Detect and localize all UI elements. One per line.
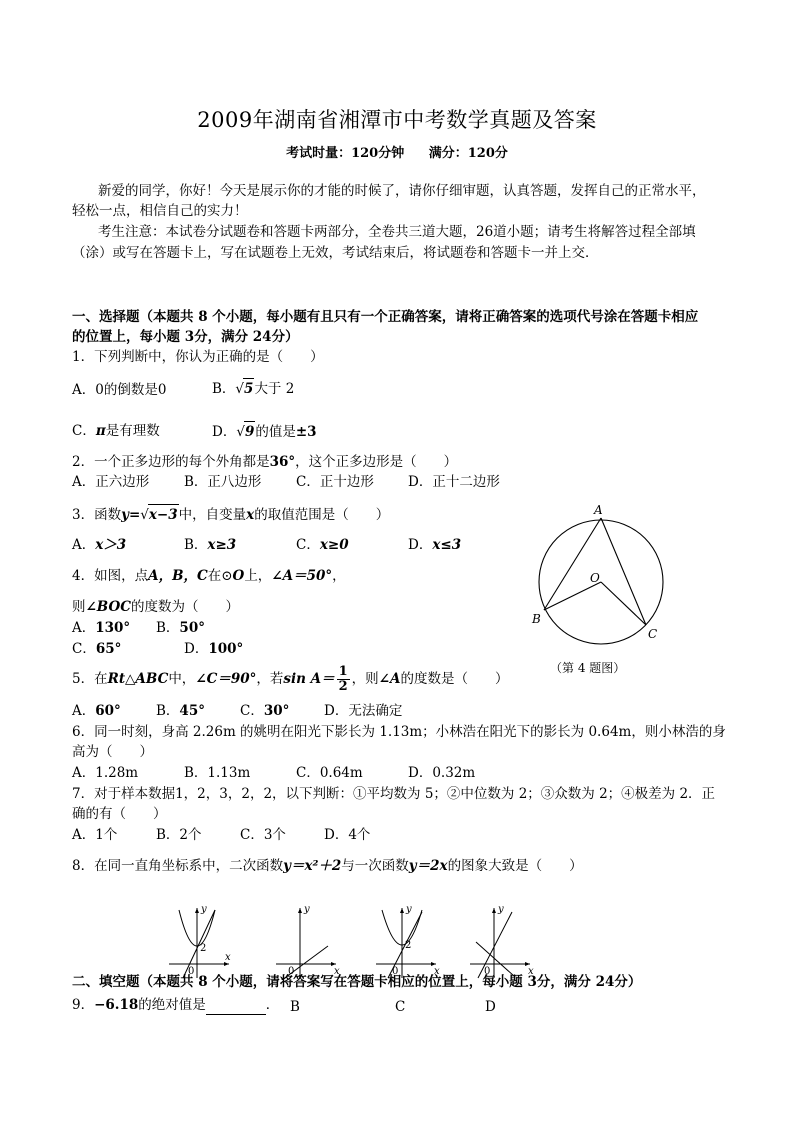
q7-line2: 确的有（ ） xyxy=(72,806,167,822)
q1-option-b xyxy=(212,378,294,399)
q4-stem-p3: 上， xyxy=(244,568,272,584)
q4-line2-p2: 的度数为（ ） xyxy=(130,599,239,615)
q4-c-value: 65° xyxy=(95,641,122,657)
q9-stem-p1: 9． xyxy=(72,997,95,1013)
intercept-label: 2 xyxy=(200,943,207,954)
q7-option-c: C．3个 xyxy=(240,827,286,843)
full-score: 满分：120分 xyxy=(428,146,508,161)
q2-angle: 36° xyxy=(269,454,296,470)
q5-a-value: 60° xyxy=(95,703,121,719)
notice-line1: 考生注意：本试卷分试题卷和答题卡两部分，全卷共三道大题，26道小题；请考生将解答过程全部填 xyxy=(98,224,696,240)
q3-a-label: A． xyxy=(72,537,96,553)
q7-option-a: A．1个 xyxy=(72,827,118,843)
q5-stem-p1: 5．在 xyxy=(72,671,108,687)
x-axis-label: x xyxy=(434,966,440,977)
q1-stem: 1．下列判断中，你认为正确的是（ ） xyxy=(72,349,324,365)
q5-stem-p3: ，若 xyxy=(256,671,284,687)
q1-b-text: 大于 2 xyxy=(254,381,295,397)
q4-d-label: D． xyxy=(184,641,209,657)
q3-fn-eq: = xyxy=(128,507,141,523)
q3-d-label: D． xyxy=(408,537,433,553)
q9-stem-p3: ． xyxy=(265,997,280,1013)
q4-label-b: B xyxy=(532,612,541,626)
q5-stem xyxy=(72,665,508,694)
q1-b-label: B． xyxy=(212,381,236,397)
exam-time: 考试时量：120分钟 xyxy=(286,146,405,161)
y-axis-label: y xyxy=(304,904,310,915)
q4-stem-p1: 4．如图，点 xyxy=(72,568,149,584)
q5-stem-p2: 中， xyxy=(168,671,196,687)
q4-caption: （第 4 题图） xyxy=(550,661,626,675)
q8-quadratic: y＝x²＋2 xyxy=(283,858,342,874)
q3-fn-y: y xyxy=(121,507,129,523)
q5-b-label: B． xyxy=(156,703,180,719)
q3-stem-mid: 中，自变量 xyxy=(178,507,247,523)
q5-stem-p4: ，则 xyxy=(351,671,379,687)
q2-option-a: A．正六边形 xyxy=(72,474,150,490)
q9-answer-blank[interactable] xyxy=(206,1000,266,1015)
circle-symbol: ⊙ xyxy=(221,568,233,584)
section2-heading: 二、填空题（本题共 8 个小题，请将答案写在答题卡相应的位置上，每小题 3分，满分 24分） xyxy=(72,974,642,990)
q8-stem-p2: 与一次函数 xyxy=(341,858,409,874)
q1-option-c xyxy=(72,421,160,441)
q3-b-value: x≥3 xyxy=(207,537,237,553)
q1-c-text: 是有理数 xyxy=(105,423,160,439)
q2-option-c: C．正十边形 xyxy=(296,474,374,490)
exam-info xyxy=(0,142,794,161)
q4-line2-p1: 则 xyxy=(72,599,86,615)
q2-option-d: D．正十二边形 xyxy=(408,474,500,490)
q5-option-c xyxy=(240,701,289,721)
y-axis-arrow xyxy=(195,908,199,913)
q4-a-value: 130° xyxy=(95,620,131,636)
intercept-label: 2 xyxy=(405,940,412,951)
q5-option-a xyxy=(72,701,121,721)
q7-line1: 7．对于样本数据1，2，3，2，2，以下判断：①平均数为 5；②中位数为 2；③众数为 2；④极差为 2．正 xyxy=(72,786,716,802)
q9-number: −6.18 xyxy=(94,997,139,1013)
greeting-line2: 轻松一点，相信自己的实力！ xyxy=(72,203,248,219)
q8-linear: y＝2x xyxy=(408,858,448,874)
q8-option-label-c: C xyxy=(395,999,406,1015)
y-axis-label: y xyxy=(406,904,412,915)
y-axis-label: y xyxy=(201,904,207,915)
q8-graph-a xyxy=(165,902,237,980)
greeting-line1: 新爱的同学，你好！今天是展示你的才能的时候了，请你仔细审题，认真答题，发挥自己的正常水平， xyxy=(98,183,706,199)
q3-option-d xyxy=(408,535,461,555)
q4-label-o: O xyxy=(590,571,600,585)
sqrt-sign: √ xyxy=(236,424,245,440)
q5-frac-den: 2 xyxy=(338,679,348,694)
q1-d-text: 的值是 xyxy=(255,424,296,440)
q4-chord-ac xyxy=(601,518,646,625)
q9-stem xyxy=(72,995,279,1015)
q3-var: x xyxy=(246,507,255,523)
q4-label-c: C xyxy=(648,627,658,641)
q3-stem xyxy=(72,504,389,525)
q4-b-label: B． xyxy=(156,620,180,636)
q4-c-label: C． xyxy=(72,641,96,657)
q6-option-d: D．0.32m xyxy=(408,765,476,781)
q9-stem-p2: 的绝对值是 xyxy=(138,997,206,1013)
q3-a-value: x＞3 xyxy=(95,537,127,553)
q5-b-value: 45° xyxy=(179,703,205,719)
q4-stem-p2: 在 xyxy=(207,568,222,584)
q4-label-a: A xyxy=(594,503,603,517)
x-axis-label: x xyxy=(334,966,340,977)
q5-fraction xyxy=(337,665,350,694)
x-axis-label: x xyxy=(225,952,231,963)
q8-option-label-d: D xyxy=(485,999,496,1015)
y-axis-arrow xyxy=(400,908,404,913)
q4-d-value: 100° xyxy=(208,641,244,657)
q1-option-d xyxy=(212,421,317,442)
q8-stem-p3: 的图象大致是（ ） xyxy=(447,858,583,874)
q5-triangle: Rt△ABC xyxy=(107,671,169,687)
y-axis-arrow xyxy=(298,908,302,913)
q2-option-b: B．正八边形 xyxy=(184,474,262,490)
q4-line2-angle: ∠BOC xyxy=(85,599,131,615)
q4-points: A，B，C xyxy=(148,568,208,584)
q6-line2: 高为（ ） xyxy=(72,744,153,760)
y-axis-arrow xyxy=(492,908,496,913)
q3-stem-prefix: 3．函数 xyxy=(72,507,122,523)
q8-option-label-b: B xyxy=(290,999,300,1015)
q1-b-radicand: 5 xyxy=(243,378,254,399)
origin-label: 0 xyxy=(392,966,399,977)
q5-frac-num: 1 xyxy=(338,664,348,679)
q5-option-b xyxy=(156,701,205,721)
notice-line2: （涂）或写在答题卡上，写在试题卷上无效，考试结束后，将试题卷和答题卡一并上交． xyxy=(72,245,599,261)
q5-c-value: 30° xyxy=(263,703,290,719)
q4-stem xyxy=(72,566,346,586)
q6-line1: 6．同一时刻，身高 2.26m 的姚明在阳光下影长为 1.13m；小林浩在阳光下的影长为 0.64m，则小林浩的身 xyxy=(72,724,726,740)
q8-graph-c xyxy=(372,902,444,980)
q1-d-radicand: 9 xyxy=(244,421,255,442)
q5-a-label: A． xyxy=(72,703,96,719)
q8-stem-p1: 8．在同一直角坐标系中，二次函数 xyxy=(72,858,284,874)
q4-stem-p4: ， xyxy=(332,568,346,584)
y-axis-label: y xyxy=(498,904,504,915)
q2-stem-prefix: 2．一个正多边形的每个外角都是 xyxy=(72,454,270,470)
q3-c-value: x≥0 xyxy=(319,537,349,553)
q3-stem-suffix: 的取值范围是（ ） xyxy=(254,507,390,523)
q1-d-value: ±3 xyxy=(295,424,317,440)
q4-option-d xyxy=(184,639,243,659)
q6-option-c: C．0.64m xyxy=(296,765,363,781)
q4-radius-oc xyxy=(601,582,646,625)
q5-angle-c: ∠C＝90° xyxy=(195,671,257,687)
origin-label: 0 xyxy=(484,966,491,977)
q1-option-a: A．0的倒数是0 xyxy=(72,382,167,398)
q4-figure xyxy=(530,500,670,680)
origin-label: 0 xyxy=(188,966,195,977)
q5-c-label: C． xyxy=(240,703,264,719)
q6-option-a: A．1.28m xyxy=(72,765,139,781)
q5-stem-p5: 的度数是（ ） xyxy=(400,671,509,687)
q3-option-c xyxy=(296,535,349,555)
q4-option-a xyxy=(72,618,130,638)
q8-graph-d xyxy=(466,902,538,980)
q2-stem xyxy=(72,452,457,472)
q4-option-c xyxy=(72,639,121,659)
q3-fn-radicand: x−3 xyxy=(148,504,179,525)
x-axis-label: x xyxy=(528,966,534,977)
section1-heading-line2: 的位置上，每小题 3分，满分 24分） xyxy=(72,329,299,345)
q5-option-d: D．无法确定 xyxy=(324,703,403,719)
q6-option-b: B．1.13m xyxy=(184,765,251,781)
sqrt-sign: √ xyxy=(235,381,245,397)
q5-sin: sin A＝ xyxy=(283,671,335,687)
q3-option-a xyxy=(72,535,126,555)
q5-angle-a: ∠A xyxy=(378,671,401,687)
q2-stem-suffix: ，这个正多边形是（ ） xyxy=(295,454,458,470)
q1-c-symbol: π xyxy=(95,423,106,439)
section1-heading-line1: 一、选择题（本题共 8 个小题，每小题有且只有一个正确答案，请将正确答案的选项代号涂在答题卡相应 xyxy=(72,309,699,325)
q3-b-label: B． xyxy=(184,537,208,553)
q4-a-label: A． xyxy=(72,620,96,636)
q7-option-b: B．2个 xyxy=(156,827,202,843)
page-title: 2009年湖南省湘潭市中考数学真题及答案 xyxy=(197,108,597,132)
q1-d-label: D． xyxy=(212,424,237,440)
q4-option-b xyxy=(156,618,205,638)
q8-graph-b xyxy=(272,902,344,980)
sqrt-sign: √ xyxy=(140,507,149,523)
q3-d-value: x≤3 xyxy=(432,537,462,553)
q4-b-value: 50° xyxy=(179,620,205,636)
q1-c-label: C． xyxy=(72,423,96,439)
q3-c-label: C． xyxy=(296,537,320,553)
q4-center: O xyxy=(232,568,245,584)
q4-angle: ∠A＝50° xyxy=(271,568,333,584)
q3-option-b xyxy=(184,535,236,555)
q4-stem-line2 xyxy=(72,597,239,617)
q7-option-d: D．4个 xyxy=(324,827,371,843)
origin-label: 0 xyxy=(288,966,295,977)
q8-stem xyxy=(72,856,583,876)
